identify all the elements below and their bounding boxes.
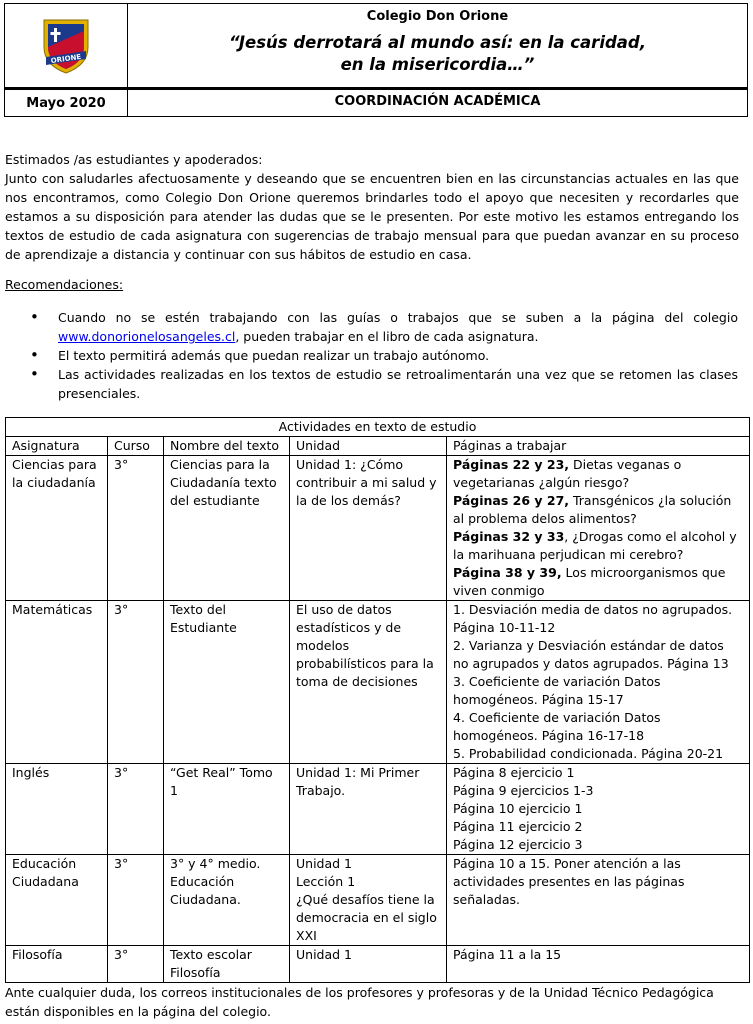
intro-section — [5, 150, 739, 264]
page-entry: Página 11 ejercicio 2 — [453, 819, 583, 834]
table-header-row — [6, 437, 750, 456]
page-entry: 3. Coeficiente de variación Datos homogéneos. Página 15-17 — [453, 674, 661, 707]
textbook-cell: 3° y 4° medio. Educación Ciudadana. — [164, 855, 290, 946]
table-row — [6, 946, 750, 983]
unit-line: Lección 1 — [296, 874, 356, 889]
page-entry: Página 10 a 15. Poner atención a las actividades presentes en las páginas señaladas. — [453, 856, 685, 907]
school-motto: “Jesús derrotará al mundo así: en la caridad, en la misericordia…” — [228, 33, 646, 74]
page-entry: 4. Coeficiente de variación Datos homogéneos. Página 16-17-18 — [453, 710, 661, 743]
subject-cell: Ciencias para la ciudadanía — [6, 456, 108, 601]
table-row — [6, 601, 750, 764]
unit-line: ¿Qué desafíos tiene la democracia en el siglo XXI — [296, 892, 437, 943]
table-row — [6, 855, 750, 946]
pages-cell — [447, 764, 750, 855]
column-header: Asignatura — [6, 437, 108, 456]
unit-cell: Unidad 1 — [290, 946, 447, 983]
course-cell: 3° — [108, 601, 164, 764]
recommendation-text: , pueden trabajar en el libro de cada asignatura. — [235, 329, 539, 344]
logo-cell — [4, 3, 128, 88]
logo-text: ORIONE — [50, 52, 82, 65]
recommendations-list — [30, 308, 738, 403]
school-website-link[interactable]: www.donorionelosangeles.cl — [58, 329, 236, 344]
unit-cell: Unidad 1: ¿Cómo contribuir a mi salud y la de los demás? — [290, 456, 447, 601]
page-entry: 2. Varianza y Desviación estándar de datos no agrupados y datos agrupados. Página 13 — [453, 638, 729, 671]
subject-cell: Filosofía — [6, 946, 108, 983]
textbook-cell: “Get Real” Tomo 1 — [164, 764, 290, 855]
course-cell: 3° — [108, 946, 164, 983]
school-name: Colegio Don Orione — [366, 9, 509, 24]
pages-cell — [447, 946, 750, 983]
closing-note: Ante cualquier duda, los correos institucionales de los profesores y profesoras y de la Unidad Técnico Pedagógica están disponibles en la página del colegio. — [5, 985, 714, 1019]
textbook-cell: Texto del Estudiante — [164, 601, 290, 764]
subject-cell: Educación Ciudadana — [6, 855, 108, 946]
page-entry: Página 8 ejercicio 1 — [453, 765, 575, 780]
list-item — [30, 308, 738, 346]
column-header: Nombre del texto — [164, 437, 290, 456]
activities-table — [5, 417, 750, 983]
list-item: • El texto permitirá además que puedan realizar un trabajo autónomo. — [30, 346, 738, 365]
unit-cell: El uso de datos estadísticos y de modelos probabilísticos para la toma de decisiones — [290, 601, 447, 764]
page-entry: Página 10 ejercicio 1 — [453, 801, 583, 816]
page-entry: 5. Probabilidad condicionada. Página 20-21 — [453, 746, 724, 761]
unit-line: Unidad 1 — [296, 856, 352, 871]
greeting: Estimados /as estudiantes y apoderados: — [5, 152, 263, 167]
table-caption: Actividades en texto de estudio — [6, 418, 750, 437]
table-row — [6, 764, 750, 855]
page-entry: Página 12 ejercicio 3 — [453, 837, 583, 852]
school-crest-icon — [40, 17, 92, 75]
unit-cell: Unidad 1: Mi Primer Trabajo. — [290, 764, 447, 855]
title-cell — [127, 3, 748, 88]
unit-cell — [290, 855, 447, 946]
intro-body: Junto con saludarles afectuosamente y deseando que se encuentren bien en las circunstancias actuales en las que nos encontramos, como Colegio Don Orione queremos brindarles todo el apoyo que necesiten y recordarles que estamos a su disposición para atender las dudas que se le presenten. Por este motivo les estamos entregando los textos de estudio de cada asignatura con sugerencias de trabajo mensual para que puedan avanzar en su proceso de aprendizaje a distancia y continuar con sus hábitos de estudio en casa. — [5, 171, 739, 262]
textbook-cell: Ciencias para la Ciudadanía texto del estudiante — [164, 456, 290, 601]
pages-cell — [447, 601, 750, 764]
column-header: Páginas a trabajar — [447, 437, 750, 456]
recommendation-text: Cuando no se estén trabajando con las guías o trabajos que se suben a la página del colegio — [58, 310, 738, 325]
document-date: Mayo 2020 — [4, 88, 128, 117]
page-entry: 1. Desviación media de datos no agrupados. Página 10-11-12 — [453, 602, 733, 635]
page-entry: Página 38 y 39, Los microorganismos que viven conmigo — [453, 565, 726, 598]
course-cell: 3° — [108, 764, 164, 855]
table-row — [6, 456, 750, 601]
subject-cell: Matemáticas — [6, 601, 108, 764]
page-entry: Páginas 32 y 33, ¿Drogas como el alcohol y la marihuana perjudican mi cerebro? — [453, 529, 737, 562]
subject-cell: Inglés — [6, 764, 108, 855]
textbook-cell: Texto escolar Filosofía — [164, 946, 290, 983]
department-name: COORDINACIÓN ACADÉMICA — [127, 88, 748, 117]
course-cell: 3° — [108, 456, 164, 601]
page-entry: Página 9 ejercicios 1-3 — [453, 783, 594, 798]
list-item: • Las actividades realizadas en los textos de estudio se retroalimentarán una vez que se retomen las clases presenciales. — [30, 365, 738, 403]
column-header: Unidad — [290, 437, 447, 456]
pages-cell — [447, 855, 750, 946]
letterhead — [4, 3, 748, 117]
column-header: Curso — [108, 437, 164, 456]
page-entry: Página 11 a la 15 — [453, 947, 562, 962]
page-entry: Páginas 26 y 27, Transgénicos ¿la solución al problema delos alimentos? — [453, 493, 732, 526]
page-entry: Páginas 22 y 23, Dietas veganas o vegetarianas ¿algún riesgo? — [453, 457, 682, 490]
recommendations-title: Recomendaciones: — [5, 277, 124, 292]
course-cell: 3° — [108, 855, 164, 946]
pages-cell — [447, 456, 750, 601]
